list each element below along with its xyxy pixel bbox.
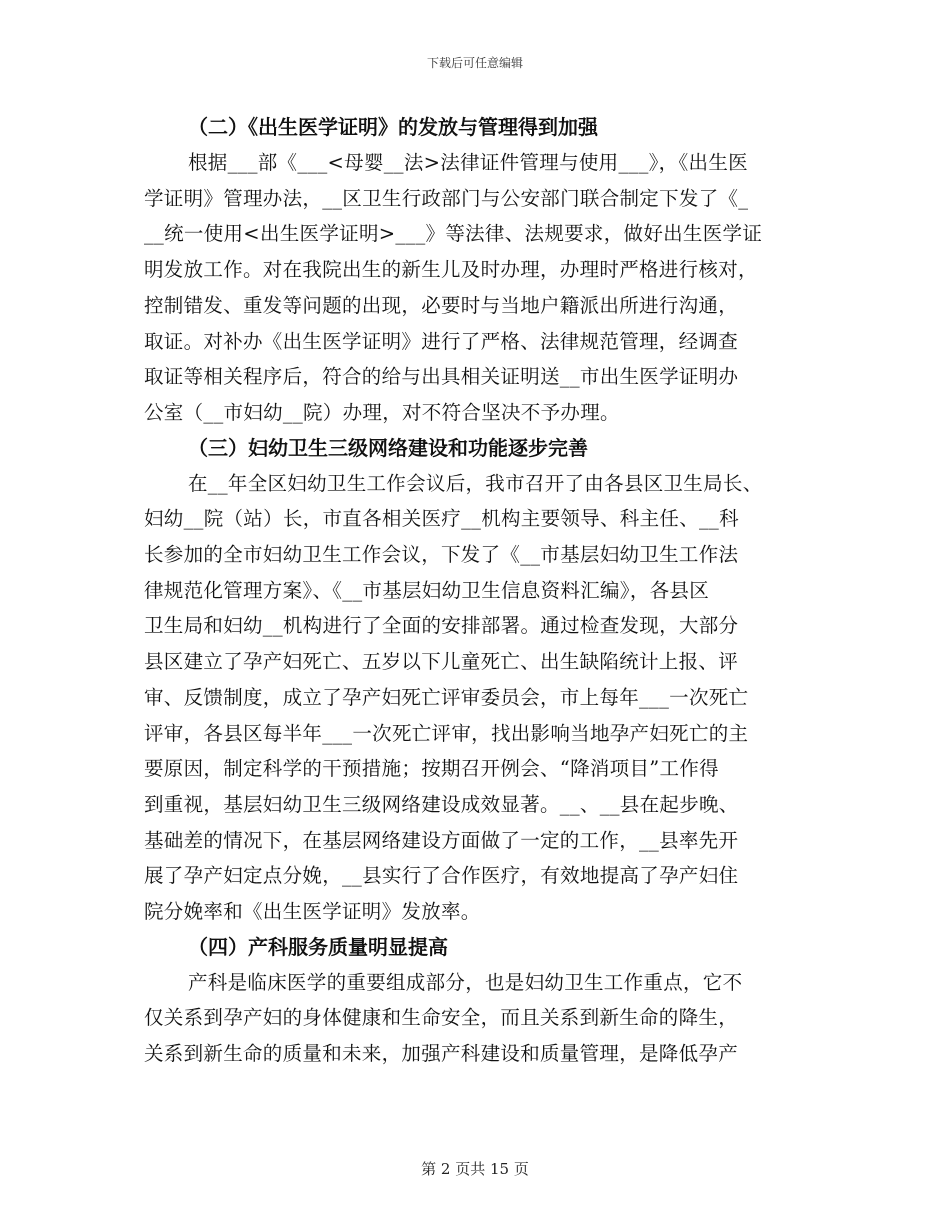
section-2 (144, 110, 806, 431)
paragraph-line: 取证等相关程序后，符合的给与出具相关证明送__市出生医学证明办 (144, 365, 739, 389)
paragraph-line: 长参加的全市妇幼卫生工作会议，下发了《__市基层妇幼卫生工作法 (144, 543, 739, 567)
page-footer: 第 2 页共 15 页 (421, 1160, 529, 1178)
paragraph-line: 仅关系到孕产妇的身体健康和生命安全，而且关系到新生命的降生， (144, 1006, 739, 1030)
paragraph-line: 要原因，制定科学的干预措施；按期召开例会、“降消项目”工作得 (144, 757, 719, 781)
paragraph-line: 展了孕产妇定点分娩，__县实行了合作医疗，有效地提高了孕产妇住 (144, 864, 739, 888)
page-header: 下载后可任意编辑 (426, 56, 523, 70)
document-body (144, 110, 806, 1072)
section-paragraph (144, 466, 806, 930)
paragraph-line: 基础差的情况下，在基层网络建设方面做了一定的工作，__县率先开 (144, 828, 739, 852)
paragraph-line: 公室（__市妇幼__院）办理，对不符合坚决不予办理。 (144, 400, 620, 424)
paragraph-line: 院分娩率和《出生医学证明》发放率。 (144, 900, 481, 924)
paragraph-line: 卫生局和妇幼__机构进行了全面的安排部署。通过检查发现，大部分 (144, 614, 739, 638)
paragraph-line: 取证。对补办《出生医学证明》进行了严格、法律规范管理，经调查 (144, 329, 739, 353)
section-heading: （三）妇幼卫生三级网络建设和功能逐步完善 (188, 435, 588, 460)
paragraph-line: 控制错发、重发等问题的出现，必要时与当地户籍派出所进行沟通， (144, 293, 739, 317)
paragraph-line: 产科是临床医学的重要组成部分，也是妇幼卫生工作重点，它不 (188, 970, 743, 994)
paragraph-line: 律规范化管理方案》、《__市基层妇幼卫生信息资料汇编》，各县区 (144, 578, 710, 602)
section-4 (144, 930, 806, 1072)
paragraph-line: 评审，各县区每半年___一次死亡评审，找出影响当地孕产妇死亡的主 (144, 721, 749, 745)
section-paragraph (144, 145, 806, 431)
paragraph-line: 根据___部《___<母婴__法>法律证件管理与使用___》，《出生医 (188, 151, 748, 174)
paragraph-line: 明发放工作。对在我院出生的新生儿及时办理，办理时严格进行核对， (144, 258, 758, 282)
paragraph-line: 在__年全区妇幼卫生工作会议后，我市召开了由各县区卫生局长、 (188, 471, 763, 495)
paragraph-line: 审、反馈制度，成立了孕产妇死亡评审委员会，市上每年___一次死亡 (144, 685, 749, 709)
paragraph-line: __统一使用<出生医学证明>___》等法律、法规要求，做好出生医学证 (144, 222, 763, 246)
paragraph-line: 关系到新生命的质量和未来，加强产科建设和质量管理，是降低孕产 (144, 1042, 739, 1066)
section-heading: （二）《出生医学证明》的发放与管理得到加强 (188, 115, 598, 139)
paragraph-line: 学证明》管理办法，__区卫生行政部门与公安部门联合制定下发了《_ (144, 186, 749, 210)
paragraph-line: 到重视，基层妇幼卫生三级网络建设成效显著。__、__县在起步晚、 (144, 792, 739, 816)
paragraph-line: 县区建立了孕产妇死亡、五岁以下儿童死亡、出生缺陷统计上报、评 (144, 650, 739, 674)
paragraph-line: 妇幼__院（站）长，市直各相关医疗__机构主要领导、科主任、__科 (144, 507, 739, 531)
section-3 (144, 431, 806, 930)
section-heading: （四）产科服务质量明显提高 (188, 934, 448, 959)
section-paragraph (144, 965, 806, 1072)
